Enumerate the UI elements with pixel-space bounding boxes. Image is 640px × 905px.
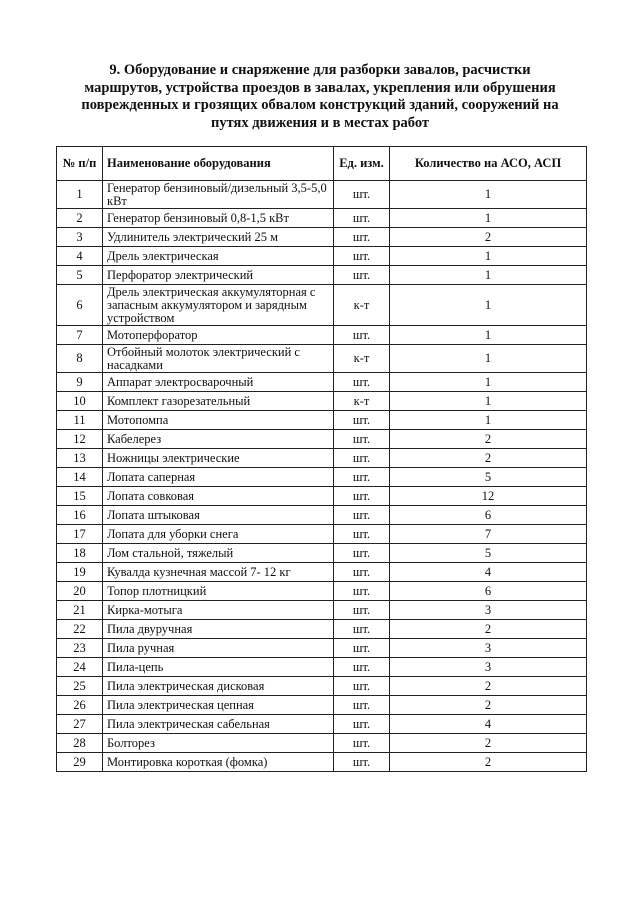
- row-name: Топор плотницкий: [103, 582, 334, 601]
- row-qty: 3: [390, 639, 587, 658]
- row-num: 16: [57, 506, 103, 525]
- row-num: 23: [57, 639, 103, 658]
- table-row: [57, 411, 587, 430]
- row-unit: шт.: [334, 734, 390, 753]
- table-body: [57, 181, 587, 772]
- row-name: Лом стальной, тяжелый: [103, 544, 334, 563]
- table-row: [57, 658, 587, 677]
- row-num: 15: [57, 487, 103, 506]
- row-qty: 2: [390, 620, 587, 639]
- section-title: 9. Оборудование и снаряжение для разборки завалов, расчистки маршрутов, устройства проездов в завалах, укрепления или обрушения поврежденных и грозящих обвалом конструкций зданий, сооружений на путях движения и в местах работ: [81, 62, 559, 131]
- table-row: [57, 734, 587, 753]
- table-row: [57, 525, 587, 544]
- row-unit: шт.: [334, 411, 390, 430]
- row-name: Удлинитель электрический 25 м: [103, 228, 334, 247]
- row-num: 2: [57, 209, 103, 228]
- row-num: 14: [57, 468, 103, 487]
- row-name: Отбойный молоток электрический с насадками: [103, 345, 334, 373]
- table-row: [57, 247, 587, 266]
- row-name: Кабелерез: [103, 430, 334, 449]
- row-name: Лопата совковая: [103, 487, 334, 506]
- row-num: 26: [57, 696, 103, 715]
- row-qty: 1: [390, 209, 587, 228]
- row-qty: 1: [390, 266, 587, 285]
- table-row: [57, 696, 587, 715]
- table-row: [57, 392, 587, 411]
- row-qty: 2: [390, 734, 587, 753]
- row-unit: шт.: [334, 449, 390, 468]
- table-row: [57, 487, 587, 506]
- row-num: 17: [57, 525, 103, 544]
- row-qty: 1: [390, 345, 587, 373]
- row-num: 1: [57, 181, 103, 209]
- table-row: [57, 468, 587, 487]
- row-num: 20: [57, 582, 103, 601]
- table-row: [57, 449, 587, 468]
- table-row: [57, 326, 587, 345]
- row-qty: 2: [390, 753, 587, 772]
- row-qty: 4: [390, 715, 587, 734]
- row-num: 21: [57, 601, 103, 620]
- table-row: [57, 677, 587, 696]
- row-name: Лопата для уборки снега: [103, 525, 334, 544]
- row-name: Пила электрическая сабельная: [103, 715, 334, 734]
- row-num: 3: [57, 228, 103, 247]
- row-qty: 6: [390, 582, 587, 601]
- row-num: 6: [57, 285, 103, 326]
- row-num: 9: [57, 373, 103, 392]
- row-qty: 2: [390, 677, 587, 696]
- row-unit: шт.: [334, 601, 390, 620]
- row-num: 5: [57, 266, 103, 285]
- row-qty: 1: [390, 247, 587, 266]
- row-qty: 1: [390, 326, 587, 345]
- row-unit: шт.: [334, 326, 390, 345]
- row-qty: 1: [390, 285, 587, 326]
- row-qty: 2: [390, 696, 587, 715]
- row-unit: шт.: [334, 181, 390, 209]
- row-name: Мотопомпа: [103, 411, 334, 430]
- table-row: [57, 506, 587, 525]
- row-qty: 2: [390, 228, 587, 247]
- row-num: 4: [57, 247, 103, 266]
- row-num: 18: [57, 544, 103, 563]
- row-qty: 3: [390, 658, 587, 677]
- row-qty: 12: [390, 487, 587, 506]
- row-unit: шт.: [334, 266, 390, 285]
- row-name: Монтировка короткая (фомка): [103, 753, 334, 772]
- table-row: [57, 373, 587, 392]
- row-name: Ножницы электрические: [103, 449, 334, 468]
- row-name: Перфоратор электрический: [103, 266, 334, 285]
- header-name: Наименование оборудования: [103, 147, 334, 181]
- row-name: Генератор бензиновый 0,8-1,5 кВт: [103, 209, 334, 228]
- row-name: Комплект газорезательный: [103, 392, 334, 411]
- table-row: [57, 620, 587, 639]
- row-unit: шт.: [334, 677, 390, 696]
- row-unit: шт.: [334, 373, 390, 392]
- row-name: Лопата штыковая: [103, 506, 334, 525]
- row-qty: 5: [390, 468, 587, 487]
- row-num: 28: [57, 734, 103, 753]
- row-qty: 1: [390, 181, 587, 209]
- row-num: 13: [57, 449, 103, 468]
- row-unit: шт.: [334, 658, 390, 677]
- row-unit: шт.: [334, 544, 390, 563]
- table-row: [57, 181, 587, 209]
- row-qty: 2: [390, 449, 587, 468]
- row-qty: 2: [390, 430, 587, 449]
- row-unit: к-т: [334, 345, 390, 373]
- row-num: 8: [57, 345, 103, 373]
- row-unit: шт.: [334, 639, 390, 658]
- row-qty: 3: [390, 601, 587, 620]
- row-name: Пила электрическая дисковая: [103, 677, 334, 696]
- row-qty: 6: [390, 506, 587, 525]
- row-unit: шт.: [334, 753, 390, 772]
- row-num: 7: [57, 326, 103, 345]
- row-name: Аппарат электросварочный: [103, 373, 334, 392]
- row-num: 12: [57, 430, 103, 449]
- row-name: Кувалда кузнечная массой 7- 12 кг: [103, 563, 334, 582]
- row-num: 29: [57, 753, 103, 772]
- row-qty: 1: [390, 411, 587, 430]
- table-row: [57, 345, 587, 373]
- row-unit: шт.: [334, 487, 390, 506]
- row-qty: 4: [390, 563, 587, 582]
- row-name: Пила двуручная: [103, 620, 334, 639]
- row-num: 19: [57, 563, 103, 582]
- row-unit: шт.: [334, 582, 390, 601]
- table-row: [57, 601, 587, 620]
- row-unit: шт.: [334, 620, 390, 639]
- table-row: [57, 430, 587, 449]
- table-row: [57, 285, 587, 326]
- row-num: 10: [57, 392, 103, 411]
- row-unit: шт.: [334, 247, 390, 266]
- row-unit: шт.: [334, 696, 390, 715]
- row-name: Мотоперфоратор: [103, 326, 334, 345]
- row-unit: к-т: [334, 392, 390, 411]
- equipment-table: [56, 146, 587, 772]
- table-row: [57, 639, 587, 658]
- row-unit: к-т: [334, 285, 390, 326]
- row-name: Дрель электрическая: [103, 247, 334, 266]
- table-header: [57, 147, 587, 181]
- row-name: Кирка-мотыга: [103, 601, 334, 620]
- table-row: [57, 582, 587, 601]
- row-unit: шт.: [334, 715, 390, 734]
- table-row: [57, 544, 587, 563]
- table-row: [57, 228, 587, 247]
- row-qty: 1: [390, 373, 587, 392]
- row-num: 22: [57, 620, 103, 639]
- table-row: [57, 209, 587, 228]
- row-name: Лопата саперная: [103, 468, 334, 487]
- row-num: 11: [57, 411, 103, 430]
- row-qty: 7: [390, 525, 587, 544]
- row-unit: шт.: [334, 525, 390, 544]
- table-row: [57, 753, 587, 772]
- row-name: Пила-цепь: [103, 658, 334, 677]
- row-qty: 1: [390, 392, 587, 411]
- row-name: Пила ручная: [103, 639, 334, 658]
- table-row: [57, 563, 587, 582]
- row-unit: шт.: [334, 506, 390, 525]
- header-qty: Количество на АСО, АСП: [390, 147, 587, 181]
- table-row: [57, 266, 587, 285]
- row-unit: шт.: [334, 209, 390, 228]
- row-name: Болторез: [103, 734, 334, 753]
- row-qty: 5: [390, 544, 587, 563]
- row-num: 24: [57, 658, 103, 677]
- row-num: 25: [57, 677, 103, 696]
- row-name: Пила электрическая цепная: [103, 696, 334, 715]
- header-unit: Ед. изм.: [334, 147, 390, 181]
- row-name: Дрель электрическая аккумуляторная с запасным аккумулятором и зарядным устройством: [103, 285, 334, 326]
- table-row: [57, 715, 587, 734]
- row-num: 27: [57, 715, 103, 734]
- row-name: Генератор бензиновый/дизельный 3,5-5,0 кВт: [103, 181, 334, 209]
- row-unit: шт.: [334, 563, 390, 582]
- header-num: № п/п: [57, 147, 103, 181]
- row-unit: шт.: [334, 468, 390, 487]
- row-unit: шт.: [334, 228, 390, 247]
- row-unit: шт.: [334, 430, 390, 449]
